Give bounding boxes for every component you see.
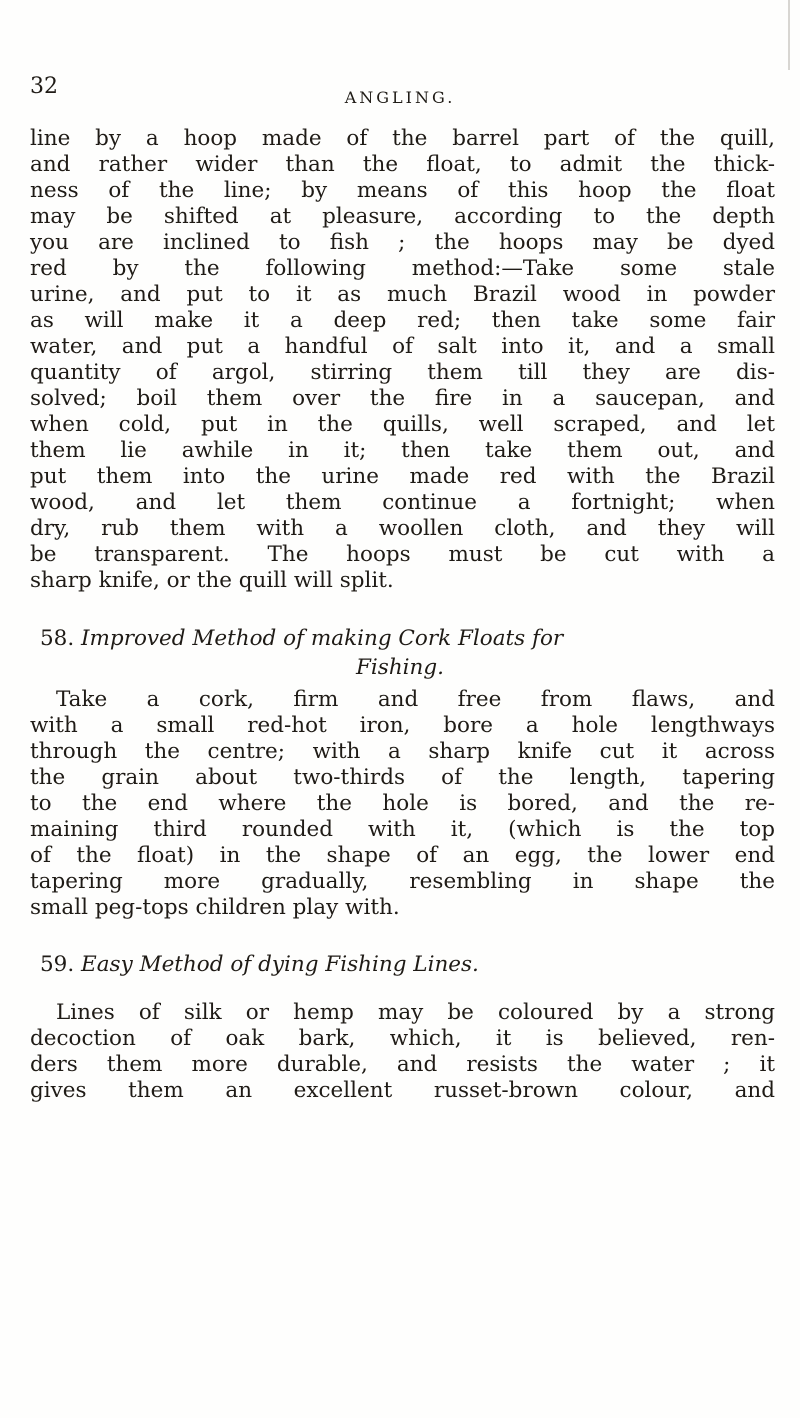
text-line: wood, and let them continue a fortnight; when [30,490,775,515]
section-heading [40,952,479,978]
text-line: Lines of silk or hemp may be coloured by a strong [56,1000,775,1025]
text-line: dry, rub them with a woollen cloth, and they will [30,516,775,541]
text-line: small peg-tops children play with. [30,895,400,920]
text-line: sharp knife, or the quill will split. [30,568,394,593]
text-line: be transparent. The hoops must be cut with a [30,542,775,567]
section-title-continued: Fishing. [356,655,444,680]
text-line: line by a hoop made of the barrel part of the quill, [30,126,775,151]
text-line: ness of the line; by means of this hoop the float [30,178,775,203]
text-line: urine, and put to it as much Brazil wood in powder [30,282,775,307]
text-line: when cold, put in the quills, well scraped, and let [30,412,775,437]
text-line: solved; boil them over the fire in a saucepan, and [30,386,775,411]
text-line: gives them an excellent russet-brown colour, and [30,1078,775,1103]
text-line: red by the following method:—Take some stale [30,256,775,281]
text-line: them lie awhile in it; then take them out, and [30,438,775,463]
text-line: and rather wider than the float, to admit the thick- [30,152,775,177]
text-line: to the end where the hole is bored, and the re- [30,791,775,816]
running-head: ANGLING. [344,88,456,107]
text-line: may be shifted at pleasure, according to the depth [30,204,775,229]
text-line: the grain about two-thirds of the length, tapering [30,765,775,790]
section-title: Easy Method of dying Fishing Lines. [81,952,479,977]
text-line: through the centre; with a sharp knife cut it across [30,739,775,764]
page-number: 32 [30,74,58,99]
text-line: Take a cork, firm and free from flaws, and [56,687,775,712]
text-line: maining third rounded with it, (which is the top [30,817,775,842]
text-line: with a small red-hot iron, bore a hole lengthways [30,713,775,738]
text-line: water, and put a handful of salt into it, and a small [30,334,775,359]
text-line: of the float) in the shape of an egg, the lower end [30,843,775,868]
text-line: decoction of oak bark, which, it is believed, ren- [30,1026,775,1051]
text-line: tapering more gradually, resembling in shape the [30,869,775,894]
text-line: you are inclined to fish ; the hoops may be dyed [30,230,775,255]
page-edge-line [788,0,790,70]
section-number: 58. [40,626,75,651]
section-heading [40,626,563,652]
text-line: quantity of argol, stirring them till they are dis- [30,360,775,385]
text-line: put them into the urine made red with the Brazil [30,464,775,489]
section-title: Improved Method of making Cork Floats for [81,626,564,651]
text-line: as will make it a deep red; then take some fair [30,308,775,333]
section-number: 59. [40,952,75,977]
text-line: ders them more durable, and resists the water ; it [30,1052,775,1077]
